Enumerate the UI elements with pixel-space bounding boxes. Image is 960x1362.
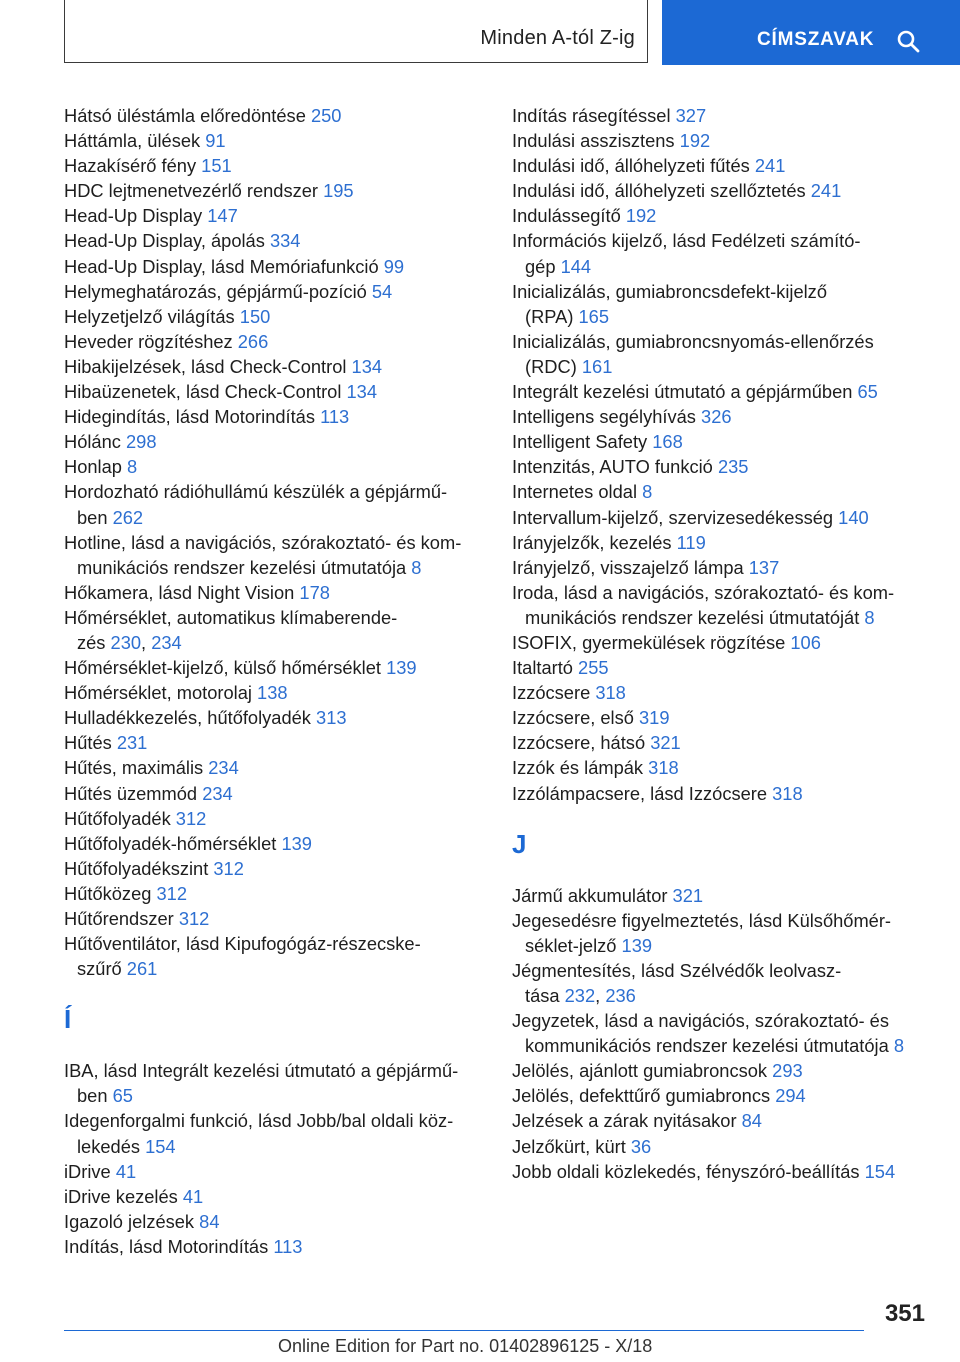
- entry-text: Hűtés: [64, 732, 117, 754]
- index-entry: [64, 1184, 484, 1209]
- page-reference-link[interactable]: 41: [182, 1185, 204, 1207]
- index-entry: [512, 580, 932, 630]
- entry-text: Hőkamera, lásd Night Vision: [64, 581, 300, 603]
- page-reference-link[interactable]: 84: [199, 1210, 220, 1232]
- page-reference-link[interactable]: 165: [578, 305, 610, 327]
- index-entry: [512, 1058, 932, 1083]
- entry-text: Idegenforgalmi funkció, lásd Jobb/bal oldali köz-: [64, 1110, 454, 1132]
- index-entry: [64, 1209, 484, 1234]
- page-reference-link[interactable]: 334: [269, 230, 301, 252]
- entry-text: tása: [525, 985, 565, 1006]
- page-reference-link[interactable]: 318: [772, 782, 803, 804]
- index-entry: [512, 1134, 932, 1159]
- page-number: 351: [884, 1300, 925, 1327]
- entry-text: zés: [77, 631, 111, 653]
- index-entry: [64, 178, 484, 203]
- index-entry: [512, 1083, 932, 1108]
- index-entry: [512, 429, 932, 454]
- index-entry: [64, 580, 484, 605]
- entry-text: Indulássegítő: [512, 205, 626, 227]
- entry-text: Izzók és lámpák: [512, 757, 649, 779]
- entry-text: Head-Up Display, lásd Memóriafunkció: [64, 255, 384, 277]
- index-column-left: [64, 103, 484, 1259]
- index-entry: [64, 254, 484, 279]
- entry-text: Irányjelzők, kezelés: [512, 531, 677, 553]
- page-reference-link[interactable]: 312: [213, 857, 244, 879]
- index-entry: [512, 178, 932, 203]
- index-entry: [64, 730, 484, 755]
- page-reference-link[interactable]: 8: [864, 606, 875, 628]
- page-reference-link[interactable]: 154: [145, 1135, 176, 1157]
- footer-divider: [64, 1330, 864, 1331]
- page-reference-link[interactable]: 312: [178, 908, 210, 929]
- page-reference-link[interactable]: 106: [790, 631, 821, 653]
- entry-text: ben: [77, 1085, 113, 1107]
- entry-text: Hűtőventilátor, lásd Kipufogógáz-részecske-: [64, 933, 421, 955]
- page-reference-link[interactable]: 65: [857, 381, 878, 403]
- entry-text: Jármű akkumulátor: [512, 884, 673, 906]
- index-entry: [512, 153, 932, 178]
- entry-text: Hűtőrendszer: [64, 908, 179, 929]
- entry-text: Hűtőközeg: [64, 882, 157, 904]
- entry-text: Intenzitás, AUTO funkció: [512, 456, 718, 478]
- entry-text: ben: [77, 506, 113, 528]
- page-reference-link[interactable]: 65: [112, 1085, 133, 1107]
- index-entry: Jégmentesítés, lásd Szélvédők leolvasz- tása 232, 236: [512, 959, 842, 1006]
- page-reference-link[interactable]: 234: [151, 631, 182, 653]
- index-entry: [512, 505, 932, 530]
- index-entry: [64, 153, 484, 178]
- index-entry: [512, 379, 932, 404]
- index-entry: [512, 655, 932, 680]
- page-reference-link[interactable]: 139: [386, 657, 417, 679]
- page-reference-link[interactable]: 261: [126, 958, 158, 980]
- index-entry: [512, 128, 932, 153]
- index-entry: [64, 228, 484, 253]
- index-entry: [64, 856, 484, 881]
- entry-text: Hőmérséklet-kijelző, külső hőmérséklet: [64, 657, 387, 679]
- index-entry: [64, 379, 484, 404]
- index-entry: [64, 705, 484, 730]
- page-reference-link[interactable]: 54: [371, 280, 393, 302]
- page-reference-link[interactable]: 154: [864, 1160, 896, 1182]
- index-entry: [64, 755, 484, 780]
- index-entry: [64, 1234, 484, 1259]
- tab-keywords-label: CÍMSZAVAK: [757, 29, 875, 50]
- page-reference-link[interactable]: 234: [208, 757, 239, 779]
- page-reference-link[interactable]: 318: [595, 682, 626, 704]
- page-reference-link[interactable]: 36: [630, 1135, 652, 1157]
- entry-text: Jobb oldali közlekedés, fényszóró-beállítás: [512, 1160, 865, 1182]
- entry-text: munikációs rendszer kezelési útmutatóját: [525, 606, 865, 628]
- page-reference-link[interactable]: 319: [639, 707, 670, 729]
- index-entry: [512, 454, 932, 479]
- index-entry: [512, 680, 932, 705]
- index-entry: [512, 404, 932, 429]
- page-reference-link[interactable]: 161: [581, 355, 613, 377]
- page-reference-link[interactable]: 113: [320, 406, 350, 428]
- page-reference-link[interactable]: 230: [110, 631, 142, 653]
- page-reference-link[interactable]: 144: [560, 255, 592, 277]
- index-entry: [512, 755, 932, 780]
- index-entry: [512, 530, 932, 555]
- entry-text: kommunikációs rendszer kezelési útmutatója: [525, 1035, 894, 1057]
- page-reference-link[interactable]: 262: [112, 506, 144, 528]
- entry-text: Hordozható rádióhullámú készülék a gépjármű-: [64, 481, 448, 503]
- index-column-right: [512, 103, 932, 1184]
- page-reference-link[interactable]: 140: [838, 506, 869, 528]
- entry-text: Indulási idő, állóhelyzeti fűtés: [512, 155, 755, 177]
- page-reference-link[interactable]: 41: [115, 1160, 137, 1182]
- index-entry: [512, 781, 932, 806]
- index-entry: [64, 354, 484, 379]
- page-reference-link[interactable]: 232: [564, 985, 596, 1006]
- entry-text: Integrált kezelési útmutató a gépjárműben: [512, 381, 858, 403]
- page-reference-link[interactable]: 151: [201, 155, 232, 177]
- page-reference-link[interactable]: 231: [116, 732, 148, 754]
- entry-text: Hidegindítás, lásd Motorindítás: [64, 406, 321, 428]
- index-entry: [64, 103, 484, 128]
- page-reference-link[interactable]: 8: [411, 556, 422, 578]
- page-reference-link[interactable]: 139: [621, 934, 653, 956]
- page-reference-link[interactable]: 266: [237, 330, 269, 352]
- index-entry: [512, 1008, 932, 1058]
- page-reference-link[interactable]: 139: [281, 832, 312, 854]
- index-entry: [512, 329, 932, 379]
- page-reference-link[interactable]: 134: [346, 381, 378, 403]
- index-entry: [512, 630, 932, 655]
- index-entry: [64, 304, 484, 329]
- entry-text: Helymeghatározás, gépjármű-pozíció: [64, 280, 372, 302]
- entry-text: iDrive: [64, 1160, 116, 1182]
- tab-a-to-z[interactable]: [64, 0, 648, 63]
- entry-text: Hólánc: [64, 431, 126, 453]
- index-entry: [512, 730, 932, 755]
- entry-text: Hűtőfolyadékszint: [64, 857, 214, 879]
- entry-text: lekedés: [77, 1135, 146, 1157]
- page-reference-link[interactable]: 241: [810, 180, 842, 202]
- entry-text: Hibaüzenetek, lásd Check-Control: [64, 381, 347, 403]
- entry-text: gép: [525, 255, 561, 277]
- index-entry: [512, 705, 932, 730]
- index-entry: [512, 479, 932, 504]
- index-entry: [64, 881, 484, 906]
- entry-text: Intelligent Safety: [512, 431, 653, 453]
- index-entry: [64, 931, 484, 981]
- entry-text: Hűtőfolyadék-hőmérséklet: [64, 832, 282, 854]
- index-entry: [64, 1108, 484, 1158]
- index-entry: [64, 429, 484, 454]
- entry-text: Izzócsere, hátsó: [512, 732, 651, 754]
- entry-text: (RDC): [525, 355, 582, 377]
- index-entry: [64, 203, 484, 228]
- entry-text: séklet-jelző: [525, 934, 622, 956]
- index-entry: [512, 1159, 932, 1184]
- index-entry: [512, 908, 932, 958]
- page-reference-link[interactable]: 327: [675, 105, 707, 126]
- entry-text: Intervallum-kijelző, szervizesedékesség: [512, 506, 839, 528]
- entry-text: szűrő: [77, 958, 127, 980]
- page-reference-link[interactable]: 294: [775, 1085, 806, 1107]
- page-reference-link[interactable]: 255: [578, 657, 609, 679]
- entry-text: Indulási idő, állóhelyzeti szellőztetés: [512, 180, 811, 202]
- page-reference-link[interactable]: 195: [323, 180, 354, 202]
- entry-text: Jelölés, ajánlott gumiabroncsok: [512, 1060, 773, 1082]
- index-entry: [512, 279, 932, 329]
- page-reference-link[interactable]: 321: [650, 732, 681, 754]
- index-entry: [512, 103, 932, 128]
- page-reference-link[interactable]: 293: [772, 1060, 803, 1082]
- entry-text: Indulási asszisztens: [512, 130, 680, 152]
- index-entry: [64, 479, 484, 529]
- entry-text: Indítás, lásd Motorindítás: [64, 1235, 274, 1257]
- search-icon[interactable]: [896, 29, 920, 53]
- entry-text: Hazakísérő fény: [64, 155, 202, 177]
- entry-text: Indítás rásegítéssel: [512, 105, 676, 126]
- entry-text: iDrive kezelés: [64, 1185, 183, 1207]
- page-reference-link[interactable]: 137: [748, 556, 780, 578]
- entry-text: Head-Up Display: [64, 205, 208, 227]
- page-reference-link[interactable]: 168: [652, 431, 683, 453]
- section-letter: J: [512, 828, 527, 859]
- index-entry: [64, 781, 484, 806]
- index-entry: [512, 228, 932, 278]
- entry-text: Jegesedésre figyelmeztetés, lásd Külsőhőmér-: [512, 909, 892, 931]
- page-reference-link[interactable]: 321: [672, 884, 704, 906]
- page-reference-link[interactable]: 84: [741, 1110, 762, 1132]
- entry-text: Izzólámpacsere, lásd Izzócsere: [512, 782, 773, 804]
- index-entry: [512, 883, 932, 908]
- page-reference-link[interactable]: 178: [299, 581, 330, 603]
- entry-text: Internetes oldal: [512, 481, 643, 503]
- entry-text: Honlap: [64, 456, 128, 478]
- entry-text: Head-Up Display, ápolás: [64, 230, 270, 252]
- index-entry: [64, 404, 484, 429]
- top-navigation: [0, 0, 960, 66]
- entry-text: ISOFIX, gyermekülések rögzítése: [512, 631, 791, 653]
- page-reference-link[interactable]: 326: [701, 406, 732, 428]
- entry-text: Inicializálás, gumiabroncsnyomás-ellenőrzés: [512, 330, 874, 352]
- entry-text: Heveder rögzítéshez: [64, 330, 238, 352]
- index-entry: [512, 1108, 932, 1133]
- index-entry: [64, 906, 484, 931]
- page-reference-link[interactable]: 312: [175, 807, 207, 829]
- index-entry: [64, 1058, 484, 1108]
- entry-text: Irányjelző, visszajelző lámpa: [512, 556, 749, 578]
- page-reference-link[interactable]: 234: [202, 782, 233, 804]
- entry-text: Jegyzetek, lásd a navigációs, szórakoztató- és: [512, 1010, 889, 1032]
- page-reference-link[interactable]: 235: [717, 456, 749, 478]
- entry-text: Intelligens segélyhívás: [512, 406, 702, 428]
- entry-text: (RPA): [525, 305, 579, 327]
- entry-text: Jelzőkürt, kürt: [512, 1135, 631, 1157]
- index-entry: [64, 1159, 484, 1184]
- entry-text: Izzócsere, első: [512, 707, 640, 729]
- entry-text: Hulladékkezelés, hűtőfolyadék: [64, 707, 317, 729]
- index-entry: [64, 680, 484, 705]
- index-entry: [512, 203, 932, 228]
- index-entry: Hőmérséklet, automatikus klímaberende- zés 230, 234: [64, 606, 398, 653]
- index-entry: [64, 329, 484, 354]
- entry-text: Hibakijelzések, lásd Check-Control: [64, 355, 352, 377]
- entry-text: Hotline, lásd a navigációs, szórakoztató- és kom-: [64, 531, 462, 553]
- page-reference-link[interactable]: 147: [207, 205, 238, 227]
- page-reference-link[interactable]: 99: [383, 255, 405, 277]
- page-reference-link[interactable]: 134: [351, 355, 383, 377]
- page-reference-link[interactable]: 91: [205, 130, 226, 152]
- entry-text: Hűtés üzemmód: [64, 782, 203, 804]
- entry-text: Információs kijelző, lásd Fedélzeti számító-: [512, 230, 861, 252]
- entry-text: Háttámla, ülések: [64, 130, 206, 152]
- page-reference-link[interactable]: 119: [676, 531, 706, 553]
- footer-edition: Online Edition for Part no. 01402896125 - X/18: [278, 1336, 653, 1356]
- entry-text: HDC lejtmenetvezérlő rendszer: [64, 180, 324, 202]
- entry-text: Igazoló jelzések: [64, 1210, 200, 1232]
- index-entry: [64, 655, 484, 680]
- page-reference-link[interactable]: 113: [273, 1235, 303, 1257]
- index-entry: [512, 555, 932, 580]
- entry-text: Hőmérséklet, automatikus klímaberende-: [64, 606, 398, 628]
- page-reference-link[interactable]: 138: [257, 682, 288, 704]
- page-reference-link[interactable]: 192: [625, 205, 657, 227]
- entry-text: Jégmentesítés, lásd Szélvédők leolvasz-: [512, 959, 842, 981]
- entry-text: IBA, lásd Integrált kezelési útmutató a gépjármű-: [64, 1060, 459, 1082]
- index-entry: [64, 530, 484, 580]
- page-reference-link[interactable]: 236: [605, 985, 636, 1006]
- entry-text: Jelzések a zárak nyitásakor: [512, 1110, 742, 1132]
- entry-text: Jelölés, defekttűrő gumiabroncs: [512, 1085, 776, 1107]
- page-reference-link[interactable]: 8: [642, 481, 653, 503]
- entry-text: munikációs rendszer kezelési útmutatója: [77, 556, 412, 578]
- entry-text: Italtartó: [512, 657, 579, 679]
- index-entry: [64, 279, 484, 304]
- page-reference-link[interactable]: 192: [679, 130, 711, 152]
- page-reference-link[interactable]: 312: [156, 882, 187, 904]
- section-letter: Í: [64, 1004, 72, 1035]
- page-reference-link[interactable]: 318: [648, 757, 679, 779]
- entry-text: Hőmérséklet, motorolaj: [64, 682, 258, 704]
- entry-text: Izzócsere: [512, 682, 596, 704]
- page-reference-link[interactable]: 313: [316, 707, 347, 729]
- entry-text: Hűtőfolyadék: [64, 807, 176, 829]
- page-reference-link[interactable]: 241: [754, 155, 786, 177]
- index-entry: [64, 831, 484, 856]
- entry-text: Iroda, lásd a navigációs, szórakoztató- és kom-: [512, 581, 895, 603]
- index-entry: [64, 806, 484, 831]
- index-entry: [64, 454, 484, 479]
- entry-text: Helyzetjelző világítás: [64, 305, 240, 327]
- entry-text: Hűtés, maximális: [64, 757, 209, 779]
- entry-text: Hátsó üléstámla előredöntése: [64, 105, 311, 126]
- page-reference-link[interactable]: 298: [126, 431, 157, 453]
- page-reference-link[interactable]: 8: [893, 1035, 905, 1057]
- tab-a-to-z-label: Minden A-tól Z-ig: [480, 27, 635, 49]
- page-reference-link[interactable]: 250: [310, 105, 342, 126]
- page-reference-link[interactable]: 150: [239, 305, 271, 327]
- entry-text: Inicializálás, gumiabroncsdefekt-kijelző: [512, 280, 827, 302]
- page-reference-link[interactable]: 8: [127, 456, 138, 478]
- index-entry: [64, 128, 484, 153]
